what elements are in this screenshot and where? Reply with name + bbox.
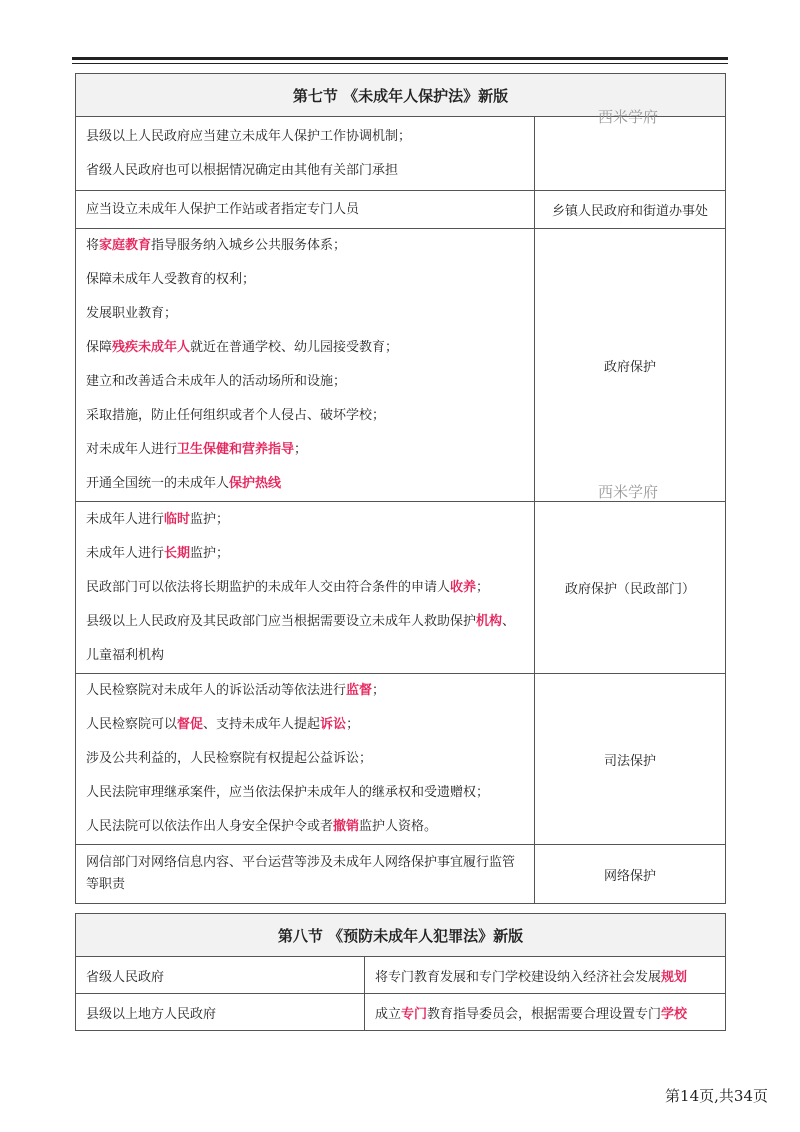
- section8-title: 第八节 《预防未成年人犯罪法》新版: [76, 914, 726, 957]
- row6-left: [76, 845, 535, 904]
- row1-left: [76, 117, 535, 191]
- highlight-text: 规划: [661, 969, 688, 985]
- text-line: [86, 708, 524, 742]
- table-row: [76, 957, 726, 994]
- text-line: [86, 874, 524, 896]
- section8-table: [75, 913, 726, 1031]
- text-line: [86, 852, 524, 874]
- text-segment: 民政部门可以依法将长期监护的未成年人交由符合条件的申请人: [86, 579, 451, 595]
- row3-left: [76, 229, 535, 502]
- highlight-text: 长期: [164, 545, 191, 561]
- text-segment: ；: [476, 579, 490, 595]
- row1-right: [535, 117, 726, 191]
- text-segment: 将: [86, 238, 100, 253]
- row4-left: [76, 502, 535, 674]
- highlight-text: 督促: [177, 717, 204, 732]
- text-segment: 县级以上人民政府及其民政部门应当根据需要设立未成年人救助保护: [86, 613, 477, 629]
- text-line: [86, 571, 524, 605]
- text-line: [86, 503, 524, 537]
- header-rule-thick: [72, 57, 728, 60]
- table-row: [76, 191, 726, 229]
- text-line: [86, 674, 524, 708]
- text-segment: ；: [346, 717, 360, 732]
- watermark-middle: 西米学府: [598, 483, 659, 501]
- text-line: [86, 433, 524, 467]
- highlight-text: 监督: [346, 683, 373, 698]
- table-row: [76, 674, 726, 845]
- text-segment: 监护人资格。: [359, 819, 438, 834]
- text-segment: 监护；: [190, 545, 230, 561]
- row2-right: 乡镇人民政府和街道办事处: [535, 191, 726, 229]
- row5-left: [76, 674, 535, 845]
- text-segment: 发展职业教育；: [86, 306, 178, 321]
- text-line: [86, 263, 524, 297]
- header-rule-thin: [72, 63, 728, 64]
- text-line: [86, 331, 524, 365]
- section7-title: 第七节 《未成年人保护法》新版: [76, 74, 726, 117]
- highlight-text: 保护热线: [229, 476, 282, 491]
- table-row: [76, 502, 726, 674]
- s8-row1-right: [365, 957, 726, 994]
- text-segment: 对未成年人进行: [86, 442, 178, 457]
- highlight-text: 卫生保健和营养指导: [177, 442, 295, 457]
- text-segment: 人民法院可以依法作出人身安全保护令或者: [86, 819, 334, 834]
- text-segment: 指导服务纳入城乡公共服务体系；: [151, 238, 347, 253]
- row6-right: 网络保护: [535, 845, 726, 904]
- text-line: [86, 742, 524, 776]
- text-line: [86, 810, 524, 844]
- text-segment: 儿童福利机构: [86, 647, 165, 663]
- text-line: [86, 193, 524, 227]
- row2-left: [76, 191, 535, 229]
- text-line: [86, 399, 524, 433]
- text-segment: 人民法院审理继承案件，应当依法保护未成年人的继承权和受遗赠权；: [86, 785, 490, 800]
- text-line: [86, 537, 524, 571]
- table-row: [76, 229, 726, 502]
- text-segment: 未成年人进行: [86, 511, 165, 527]
- highlight-text: 机构: [476, 613, 503, 629]
- text-segment: ；: [294, 442, 308, 457]
- text-line: [86, 605, 524, 639]
- highlight-text: 收养: [450, 579, 477, 595]
- text-segment: 采取措施，防止任何组织或者个人侵占、破坏学校；: [86, 408, 386, 423]
- text-segment: 人民检察院对未成年人的诉讼活动等依法进行: [86, 683, 347, 698]
- highlight-text: 临时: [164, 511, 191, 527]
- text-segment: 成立: [375, 1006, 402, 1022]
- text-line: [86, 297, 524, 331]
- row4-right: 政府保护（民政部门）: [535, 502, 726, 674]
- s8-row2-right: [365, 994, 726, 1031]
- text-line: [86, 120, 524, 154]
- text-segment: 省级人民政府也可以根据情况确定由其他有关部门承担: [86, 162, 399, 178]
- highlight-text: 残疾未成年人: [112, 340, 191, 355]
- table-row: [76, 994, 726, 1031]
- text-segment: 等职责: [86, 877, 126, 892]
- highlight-text: 学校: [661, 1006, 688, 1022]
- text-segment: 教育指导委员会，根据需要合理设置专门: [427, 1006, 662, 1022]
- text-segment: 开通全国统一的未成年人: [86, 476, 230, 491]
- text-line: [86, 154, 524, 188]
- text-segment: 就近在普通学校、幼儿园接受教育；: [190, 340, 399, 355]
- text-segment: 保障未成年人受教育的权利；: [86, 272, 256, 287]
- text-segment: 应当设立未成年人保护工作站或者指定专门人员: [86, 201, 360, 217]
- text-segment: 涉及公共利益的，人民检察院有权提起公益诉讼；: [86, 751, 373, 766]
- text-segment: 建立和改善适合未成年人的活动场所和设施；: [86, 374, 347, 389]
- text-segment: 未成年人进行: [86, 545, 165, 561]
- row3-right: 政府保护: [535, 229, 726, 502]
- text-segment: 将专门教育发展和专门学校建设纳入经济社会发展: [375, 969, 662, 985]
- page-number: 第14页,共34页: [665, 1087, 768, 1105]
- highlight-text: 专门: [401, 1006, 428, 1022]
- text-segment: 、: [502, 613, 516, 629]
- s8-row1-left: 省级人民政府: [76, 957, 365, 994]
- table-row: [76, 117, 726, 191]
- highlight-text: 撤销: [333, 819, 360, 834]
- row5-right: 司法保护: [535, 674, 726, 845]
- highlight-text: 诉讼: [320, 717, 347, 732]
- text-segment: 网信部门对网络信息内容、平台运营等涉及未成年人网络保护事宜履行监管: [86, 855, 516, 870]
- table-row: [76, 845, 726, 904]
- text-segment: 人民检察院可以: [86, 717, 178, 732]
- text-line: [86, 639, 524, 673]
- s8-row2-left: 县级以上地方人民政府: [76, 994, 365, 1031]
- text-segment: 保障: [86, 340, 113, 355]
- text-segment: 监护；: [190, 511, 230, 527]
- watermark-top: 西米学府: [598, 108, 659, 126]
- highlight-text: 家庭教育: [99, 238, 152, 253]
- text-segment: 县级以上人民政府应当建立未成年人保护工作协调机制；: [86, 128, 412, 144]
- text-line: [86, 229, 524, 263]
- text-line: [86, 467, 524, 501]
- text-segment: ；: [372, 683, 386, 698]
- text-line: [86, 776, 524, 810]
- text-segment: 、支持未成年人提起: [203, 717, 321, 732]
- text-line: [86, 365, 524, 399]
